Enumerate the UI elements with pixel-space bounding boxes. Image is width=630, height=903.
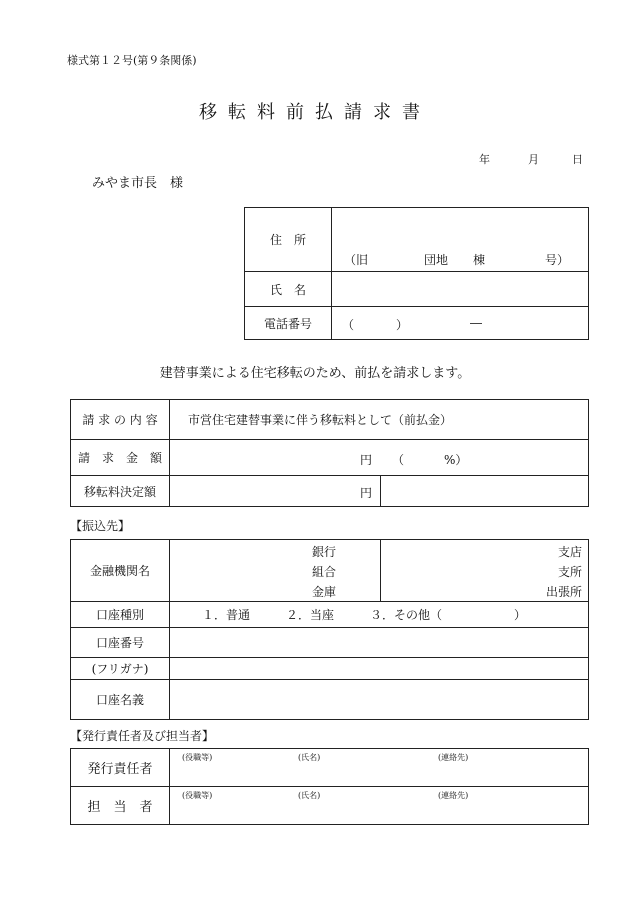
staff-role: (役職等)	[182, 791, 213, 800]
amount-label: 請 求 金 額	[71, 440, 170, 476]
decided-field[interactable]	[170, 476, 381, 507]
furigana-label: (フリガナ)	[71, 658, 170, 680]
phone-open: （	[342, 318, 355, 332]
staff-field[interactable]	[170, 787, 589, 825]
staff-label: 担 当 者	[71, 787, 170, 825]
staff-name: (氏名)	[298, 791, 321, 800]
content-value: 市営住宅建替事業に伴う移転料として（前払金）	[170, 400, 589, 440]
account-number-label: 口座番号	[71, 628, 170, 658]
date-month: 月	[528, 153, 539, 166]
branch-type-3: 出張所	[545, 585, 582, 599]
applicant-table	[244, 207, 589, 340]
issuer-heading: 【発行責任者及び担当者】	[70, 729, 215, 743]
branch-field[interactable]	[381, 540, 589, 602]
bank-type-1: 銀行	[312, 545, 337, 559]
bank-field[interactable]	[170, 540, 381, 602]
danchi: 団地	[424, 253, 449, 267]
account-number-field[interactable]	[170, 628, 589, 658]
pct-close: %）	[444, 453, 468, 467]
phone-close: ）	[396, 318, 409, 332]
room: 号）	[545, 253, 570, 267]
bank-type-2: 組合	[312, 565, 337, 579]
phone-dash: ―	[470, 316, 482, 330]
staff-contact: (連絡先)	[438, 791, 469, 800]
address-label: 住 所	[245, 208, 332, 272]
date-day: 日	[572, 153, 583, 166]
branch-type-1: 支店	[557, 545, 582, 559]
responsible-role: (役職等)	[182, 753, 213, 762]
request-table	[70, 399, 589, 507]
statement: 建替事業による住宅移転のため、前払を請求します。	[159, 366, 471, 381]
transfer-table	[70, 539, 589, 720]
phone-field[interactable]	[332, 307, 589, 340]
responsible-name: (氏名)	[298, 753, 321, 762]
addressee: みやま市長 様	[92, 176, 184, 191]
bank-label: 金融機関名	[71, 540, 170, 602]
date-year: 年	[479, 153, 490, 166]
name-field[interactable]	[332, 272, 589, 307]
amount-field[interactable]	[170, 440, 589, 476]
phone-label: 電話番号	[245, 307, 332, 340]
account-name-field[interactable]	[170, 680, 589, 720]
account-type-options[interactable]: １．普通 ２．当座 ３．その他（ ）	[170, 602, 589, 628]
pct-open: （	[392, 453, 405, 467]
name-label: 氏 名	[245, 272, 332, 307]
address-field[interactable]	[332, 208, 589, 272]
transfer-heading: 【振込先】	[70, 519, 131, 533]
form-number: 様式第１２号(第９条関係)	[67, 54, 197, 67]
issuer-table	[70, 748, 589, 825]
responsible-field[interactable]	[170, 749, 589, 787]
building: 棟	[473, 253, 486, 267]
bank-type-3: 金庫	[312, 585, 337, 599]
furigana-field[interactable]	[170, 658, 589, 680]
branch-type-2: 支所	[557, 565, 582, 579]
account-type-label: 口座種別	[71, 602, 170, 628]
old-open: （旧	[344, 253, 369, 267]
amount-yen: 円	[360, 453, 373, 467]
account-name-label: 口座名義	[71, 680, 170, 720]
content-label: 請 求 の 内 容	[71, 400, 170, 440]
page-title: 移転料前払請求書	[199, 102, 431, 123]
decided-label: 移転料決定額	[71, 476, 170, 507]
responsible-label: 発行責任者	[71, 749, 170, 787]
decided-extra	[381, 476, 589, 507]
responsible-contact: (連絡先)	[438, 753, 469, 762]
decided-yen: 円	[360, 486, 373, 500]
